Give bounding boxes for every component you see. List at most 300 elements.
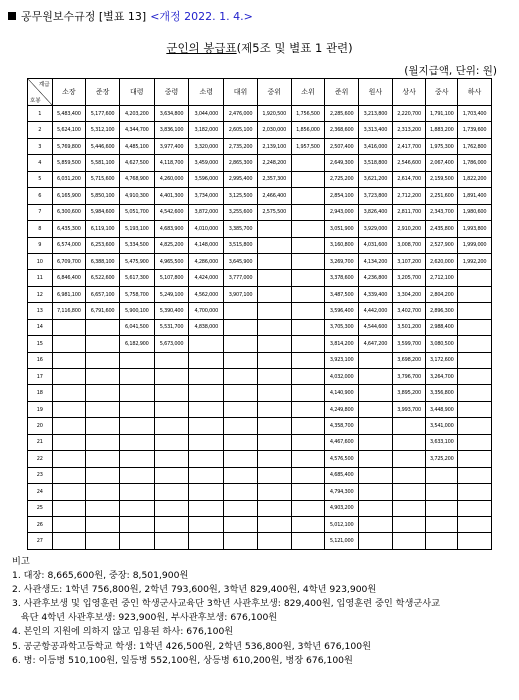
step-number-cell: 25 xyxy=(28,500,53,516)
salary-cell xyxy=(86,467,120,483)
salary-cell xyxy=(291,385,325,401)
table-row xyxy=(28,138,492,154)
salary-cell xyxy=(257,500,291,516)
table-row xyxy=(28,171,492,187)
salary-cell xyxy=(392,533,426,550)
salary-cell: 6,388,100 xyxy=(86,253,120,269)
salary-cell: 2,368,600 xyxy=(325,122,359,138)
salary-cell xyxy=(458,401,492,417)
salary-cell: 2,357,300 xyxy=(257,171,291,187)
salary-table xyxy=(27,78,492,550)
salary-cell: 1,999,000 xyxy=(458,237,492,253)
rank-header: 중령 xyxy=(154,79,189,106)
salary-cell xyxy=(86,401,120,417)
salary-cell xyxy=(291,401,325,417)
table-body xyxy=(28,106,492,550)
table-row xyxy=(28,434,492,450)
salary-cell: 2,614,700 xyxy=(392,171,426,187)
salary-cell xyxy=(119,369,154,385)
salary-cell: 5,012,100 xyxy=(325,516,359,532)
salary-cell xyxy=(86,484,120,500)
salary-cell xyxy=(257,253,291,269)
black-square-icon xyxy=(8,12,16,20)
salary-cell xyxy=(86,533,120,550)
salary-cell xyxy=(291,369,325,385)
salary-cell: 4,339,400 xyxy=(359,286,393,302)
salary-cell xyxy=(224,401,258,417)
salary-cell xyxy=(392,500,426,516)
salary-cell: 5,624,100 xyxy=(52,122,86,138)
salary-cell xyxy=(291,533,325,550)
salary-cell xyxy=(257,451,291,467)
corner-step-label: 호봉 xyxy=(30,98,41,104)
salary-cell: 2,139,100 xyxy=(257,138,291,154)
salary-cell xyxy=(189,467,224,483)
salary-cell: 3,923,100 xyxy=(325,352,359,368)
table-row xyxy=(28,401,492,417)
salary-cell xyxy=(224,336,258,352)
step-number-cell: 9 xyxy=(28,237,53,253)
salary-cell: 2,910,200 xyxy=(392,221,426,237)
salary-cell: 5,617,300 xyxy=(119,270,154,286)
salary-cell: 4,700,000 xyxy=(189,303,224,319)
salary-cell xyxy=(291,204,325,220)
salary-cell xyxy=(189,484,224,500)
salary-cell: 2,712,100 xyxy=(426,270,458,286)
salary-cell xyxy=(189,451,224,467)
step-number-cell: 23 xyxy=(28,467,53,483)
salary-cell: 2,854,100 xyxy=(325,188,359,204)
notes-heading: 비고 xyxy=(12,556,30,567)
salary-cell xyxy=(359,500,393,516)
salary-cell: 3,621,200 xyxy=(359,171,393,187)
step-number-cell: 14 xyxy=(28,319,53,335)
salary-cell xyxy=(119,467,154,483)
salary-cell: 3,416,000 xyxy=(359,138,393,154)
step-number-cell: 21 xyxy=(28,434,53,450)
salary-cell: 2,804,200 xyxy=(426,286,458,302)
step-number-cell: 13 xyxy=(28,303,53,319)
salary-cell xyxy=(359,352,393,368)
salary-cell xyxy=(392,434,426,450)
salary-cell xyxy=(359,516,393,532)
salary-cell: 4,647,200 xyxy=(359,336,393,352)
salary-cell xyxy=(52,369,86,385)
salary-cell xyxy=(119,385,154,401)
step-number-cell: 4 xyxy=(28,155,53,171)
salary-cell: 2,159,500 xyxy=(426,171,458,187)
salary-cell: 4,542,600 xyxy=(154,204,189,220)
step-number-cell: 19 xyxy=(28,401,53,417)
step-number-cell: 6 xyxy=(28,188,53,204)
salary-cell: 3,725,200 xyxy=(426,451,458,467)
table-row xyxy=(28,155,492,171)
salary-cell: 1,703,400 xyxy=(458,106,492,122)
salary-cell: 3,705,300 xyxy=(325,319,359,335)
salary-cell xyxy=(291,221,325,237)
salary-cell: 4,627,500 xyxy=(119,155,154,171)
salary-cell xyxy=(52,533,86,550)
rank-header: 소령 xyxy=(189,79,224,106)
salary-cell xyxy=(86,319,120,335)
salary-cell: 5,900,100 xyxy=(119,303,154,319)
salary-cell: 5,531,700 xyxy=(154,319,189,335)
salary-cell: 3,182,000 xyxy=(189,122,224,138)
salary-cell: 4,685,400 xyxy=(325,467,359,483)
salary-cell: 1,891,400 xyxy=(458,188,492,204)
salary-cell xyxy=(291,286,325,302)
salary-cell xyxy=(392,451,426,467)
salary-cell xyxy=(154,451,189,467)
step-number-cell: 27 xyxy=(28,533,53,550)
salary-cell: 4,903,200 xyxy=(325,500,359,516)
step-number-cell: 8 xyxy=(28,221,53,237)
salary-cell xyxy=(86,434,120,450)
table-row xyxy=(28,221,492,237)
salary-cell: 2,435,800 xyxy=(426,221,458,237)
salary-cell xyxy=(257,533,291,550)
salary-cell: 3,487,500 xyxy=(325,286,359,302)
salary-cell: 2,313,200 xyxy=(392,122,426,138)
rank-header: 준위 xyxy=(325,79,359,106)
salary-cell: 4,140,900 xyxy=(325,385,359,401)
salary-cell xyxy=(224,369,258,385)
appendix-label: 공무원보수규정 [별표 13] xyxy=(21,10,147,23)
salary-cell: 4,442,000 xyxy=(359,303,393,319)
salary-cell xyxy=(52,319,86,335)
salary-cell xyxy=(86,516,120,532)
rank-header: 중위 xyxy=(257,79,291,106)
salary-cell xyxy=(119,533,154,550)
salary-cell: 1,756,500 xyxy=(291,106,325,122)
salary-cell: 3,796,700 xyxy=(392,369,426,385)
salary-cell xyxy=(189,369,224,385)
rank-header: 원사 xyxy=(359,79,393,106)
table-row xyxy=(28,253,492,269)
salary-cell: 1,791,100 xyxy=(426,106,458,122)
step-number-cell: 26 xyxy=(28,516,53,532)
salary-cell xyxy=(119,484,154,500)
salary-cell: 6,253,600 xyxy=(86,237,120,253)
salary-cell: 2,251,600 xyxy=(426,188,458,204)
table-row xyxy=(28,467,492,483)
salary-cell xyxy=(86,500,120,516)
salary-cell xyxy=(458,303,492,319)
salary-cell: 4,467,600 xyxy=(325,434,359,450)
table-row xyxy=(28,188,492,204)
salary-cell: 3,734,000 xyxy=(189,188,224,204)
salary-cell: 1,993,800 xyxy=(458,221,492,237)
notes-section xyxy=(12,555,440,668)
salary-cell: 4,965,500 xyxy=(154,253,189,269)
salary-cell: 3,264,700 xyxy=(426,369,458,385)
rank-header: 대위 xyxy=(224,79,258,106)
rank-header: 상사 xyxy=(392,79,426,106)
note-item: 6. 병: 이등병 510,100원, 일등병 552,100원, 상등병 610,200원, 병장 676,100원 xyxy=(12,654,353,666)
salary-cell xyxy=(52,516,86,532)
note-item: 4. 본인의 지원에 의하지 않고 임용된 하사: 676,100원 xyxy=(12,626,234,638)
corner-rank-label: 계급 xyxy=(38,82,50,88)
salary-cell: 4,485,100 xyxy=(119,138,154,154)
salary-cell: 3,599,700 xyxy=(392,336,426,352)
revision-link[interactable]: <개정 2022. 1. 4.> xyxy=(150,10,253,23)
salary-cell: 2,811,700 xyxy=(392,204,426,220)
salary-cell xyxy=(86,336,120,352)
note-item: 2. 사관생도: 1학년 756,800원, 2학년 793,600원, 3학년 829,400원, 4학년 923,900원 xyxy=(12,584,377,596)
salary-cell: 6,041,500 xyxy=(119,319,154,335)
salary-cell xyxy=(86,385,120,401)
salary-cell xyxy=(224,484,258,500)
salary-cell: 2,343,700 xyxy=(426,204,458,220)
salary-cell xyxy=(458,369,492,385)
salary-cell xyxy=(291,434,325,450)
salary-cell: 5,769,800 xyxy=(52,138,86,154)
salary-cell xyxy=(458,286,492,302)
table-row xyxy=(28,286,492,302)
salary-cell xyxy=(52,484,86,500)
salary-cell xyxy=(257,319,291,335)
salary-cell: 5,475,900 xyxy=(119,253,154,269)
salary-cell: 4,118,700 xyxy=(154,155,189,171)
salary-cell: 7,116,800 xyxy=(52,303,86,319)
salary-cell xyxy=(154,484,189,500)
salary-cell: 4,576,500 xyxy=(325,451,359,467)
salary-cell xyxy=(257,221,291,237)
salary-cell xyxy=(257,237,291,253)
salary-cell: 4,249,800 xyxy=(325,401,359,417)
salary-cell: 1,822,200 xyxy=(458,171,492,187)
salary-cell xyxy=(119,418,154,434)
salary-cell xyxy=(119,451,154,467)
salary-cell: 5,334,500 xyxy=(119,237,154,253)
salary-cell: 4,286,000 xyxy=(189,253,224,269)
salary-cell xyxy=(224,451,258,467)
salary-cell xyxy=(291,155,325,171)
salary-cell: 4,031,600 xyxy=(359,237,393,253)
salary-cell xyxy=(458,352,492,368)
salary-cell xyxy=(189,533,224,550)
salary-cell: 4,825,200 xyxy=(154,237,189,253)
salary-cell: 5,581,100 xyxy=(86,155,120,171)
salary-cell: 3,269,700 xyxy=(325,253,359,269)
salary-cell: 2,575,500 xyxy=(257,204,291,220)
salary-cell: 4,910,300 xyxy=(119,188,154,204)
salary-cell xyxy=(291,467,325,483)
salary-cell xyxy=(359,434,393,450)
salary-cell xyxy=(52,418,86,434)
salary-cell xyxy=(52,434,86,450)
salary-cell: 2,220,700 xyxy=(392,106,426,122)
salary-cell: 4,768,900 xyxy=(119,171,154,187)
salary-cell: 5,390,400 xyxy=(154,303,189,319)
table-row xyxy=(28,303,492,319)
salary-cell: 5,193,100 xyxy=(119,221,154,237)
salary-cell xyxy=(458,418,492,434)
salary-cell: 6,182,900 xyxy=(119,336,154,352)
salary-cell xyxy=(291,451,325,467)
salary-cell xyxy=(458,500,492,516)
salary-cell: 1,992,200 xyxy=(458,253,492,269)
salary-cell: 3,320,000 xyxy=(189,138,224,154)
salary-cell xyxy=(224,303,258,319)
salary-cell xyxy=(189,500,224,516)
salary-cell: 5,715,600 xyxy=(86,171,120,187)
salary-cell: 5,446,600 xyxy=(86,138,120,154)
salary-cell xyxy=(224,319,258,335)
salary-cell: 2,030,000 xyxy=(257,122,291,138)
salary-cell: 3,929,000 xyxy=(359,221,393,237)
salary-cell: 3,385,700 xyxy=(224,221,258,237)
salary-cell xyxy=(224,516,258,532)
salary-cell: 3,541,000 xyxy=(426,418,458,434)
salary-cell xyxy=(291,188,325,204)
salary-cell: 1,920,500 xyxy=(257,106,291,122)
salary-cell xyxy=(224,352,258,368)
salary-cell xyxy=(291,516,325,532)
salary-cell xyxy=(458,319,492,335)
salary-cell xyxy=(359,401,393,417)
step-number-cell: 1 xyxy=(28,106,53,122)
salary-cell: 6,657,100 xyxy=(86,286,120,302)
table-row xyxy=(28,533,492,550)
document-header xyxy=(8,8,253,24)
salary-cell xyxy=(458,385,492,401)
salary-cell: 4,260,000 xyxy=(154,171,189,187)
salary-cell xyxy=(291,319,325,335)
salary-cell: 3,255,600 xyxy=(224,204,258,220)
salary-cell: 3,645,900 xyxy=(224,253,258,269)
salary-cell: 3,213,800 xyxy=(359,106,393,122)
salary-cell: 4,794,300 xyxy=(325,484,359,500)
salary-cell xyxy=(257,303,291,319)
table-row xyxy=(28,484,492,500)
salary-cell xyxy=(189,385,224,401)
salary-cell: 2,067,400 xyxy=(426,155,458,171)
step-number-cell: 18 xyxy=(28,385,53,401)
salary-cell xyxy=(458,434,492,450)
title-main: 군인의 봉급표 xyxy=(166,41,237,55)
salary-cell: 4,838,000 xyxy=(189,319,224,335)
rank-header: 대령 xyxy=(119,79,154,106)
salary-cell: 4,032,000 xyxy=(325,369,359,385)
salary-cell xyxy=(458,533,492,550)
rank-header: 하사 xyxy=(458,79,492,106)
salary-cell: 2,995,400 xyxy=(224,171,258,187)
salary-cell: 6,522,600 xyxy=(86,270,120,286)
salary-cell: 3,080,500 xyxy=(426,336,458,352)
salary-cell: 1,786,000 xyxy=(458,155,492,171)
salary-cell xyxy=(189,352,224,368)
salary-cell: 3,402,700 xyxy=(392,303,426,319)
table-row xyxy=(28,319,492,335)
rank-header: 중사 xyxy=(426,79,458,106)
table-row xyxy=(28,418,492,434)
salary-cell: 3,633,100 xyxy=(426,434,458,450)
salary-cell: 3,205,700 xyxy=(392,270,426,286)
salary-cell: 3,993,700 xyxy=(392,401,426,417)
unit-note: (월지급액, 단위: 원) xyxy=(404,65,497,77)
salary-cell xyxy=(291,253,325,269)
salary-cell xyxy=(359,451,393,467)
salary-cell: 5,107,800 xyxy=(154,270,189,286)
salary-cell: 4,683,900 xyxy=(154,221,189,237)
salary-cell xyxy=(359,467,393,483)
salary-cell xyxy=(52,401,86,417)
step-number-cell: 5 xyxy=(28,171,53,187)
page-title xyxy=(0,40,519,56)
salary-cell: 1,975,300 xyxy=(426,138,458,154)
salary-cell xyxy=(154,385,189,401)
salary-cell xyxy=(52,467,86,483)
salary-cell: 6,119,100 xyxy=(86,221,120,237)
salary-cell: 5,249,100 xyxy=(154,286,189,302)
salary-cell xyxy=(52,385,86,401)
salary-cell: 1,980,600 xyxy=(458,204,492,220)
salary-cell xyxy=(52,352,86,368)
salary-cell: 4,148,000 xyxy=(189,237,224,253)
salary-cell xyxy=(426,467,458,483)
step-number-cell: 17 xyxy=(28,369,53,385)
note-item: 육단 4학년 사관후보생: 923,900원, 부사관후보생: 676,100원 xyxy=(12,612,278,624)
salary-cell xyxy=(257,352,291,368)
salary-cell: 3,596,000 xyxy=(189,171,224,187)
salary-cell: 4,203,200 xyxy=(119,106,154,122)
step-number-cell: 12 xyxy=(28,286,53,302)
salary-cell xyxy=(257,336,291,352)
salary-cell xyxy=(392,418,426,434)
step-number-cell: 11 xyxy=(28,270,53,286)
salary-cell: 6,574,000 xyxy=(52,237,86,253)
salary-cell xyxy=(458,516,492,532)
step-number-cell: 10 xyxy=(28,253,53,269)
table-row xyxy=(28,516,492,532)
salary-cell: 2,943,000 xyxy=(325,204,359,220)
salary-cell: 3,826,400 xyxy=(359,204,393,220)
salary-cell xyxy=(257,467,291,483)
salary-cell xyxy=(257,369,291,385)
salary-cell: 4,010,000 xyxy=(189,221,224,237)
salary-cell xyxy=(291,237,325,253)
salary-cell xyxy=(392,484,426,500)
salary-cell: 5,758,700 xyxy=(119,286,154,302)
table-row xyxy=(28,352,492,368)
salary-cell xyxy=(257,286,291,302)
salary-cell: 4,401,300 xyxy=(154,188,189,204)
salary-cell xyxy=(154,434,189,450)
salary-cell: 3,814,200 xyxy=(325,336,359,352)
salary-cell: 2,865,300 xyxy=(224,155,258,171)
salary-cell xyxy=(291,352,325,368)
step-number-cell: 2 xyxy=(28,122,53,138)
salary-cell: 1,739,600 xyxy=(458,122,492,138)
salary-cell: 2,988,400 xyxy=(426,319,458,335)
rank-header: 준장 xyxy=(86,79,120,106)
salary-cell: 2,546,600 xyxy=(392,155,426,171)
step-number-cell: 22 xyxy=(28,451,53,467)
table-row xyxy=(28,270,492,286)
salary-cell: 3,160,800 xyxy=(325,237,359,253)
salary-cell: 6,031,200 xyxy=(52,171,86,187)
salary-cell: 3,107,200 xyxy=(392,253,426,269)
salary-cell: 3,895,200 xyxy=(392,385,426,401)
table-row xyxy=(28,106,492,122)
salary-cell xyxy=(291,270,325,286)
salary-cell: 2,712,200 xyxy=(392,188,426,204)
notes-list xyxy=(12,569,440,668)
salary-cell xyxy=(154,533,189,550)
salary-cell: 3,459,000 xyxy=(189,155,224,171)
salary-cell: 5,859,500 xyxy=(52,155,86,171)
